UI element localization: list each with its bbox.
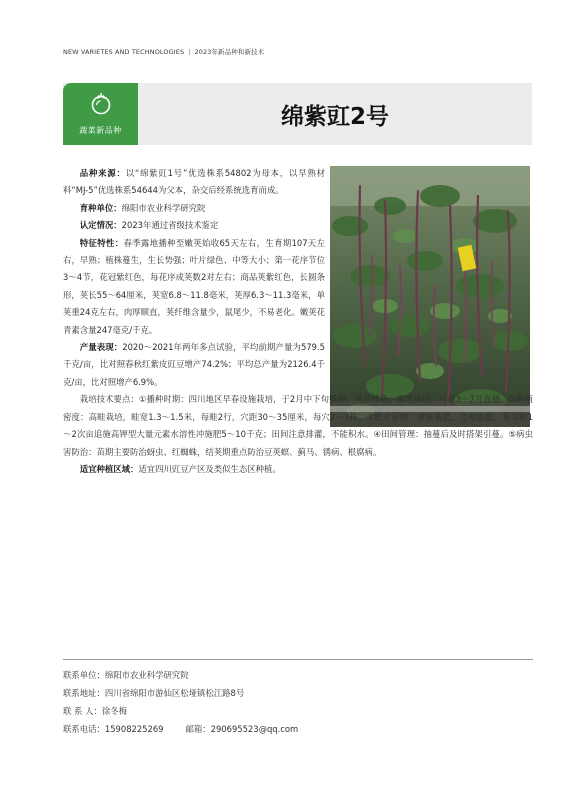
section-yield (63, 339, 325, 391)
contact-person (63, 705, 127, 717)
contact-address-label: 联系地址： (63, 688, 105, 698)
section-traits (63, 235, 325, 339)
header-english: NEW VARIETES AND TECHNOLOGIES (63, 48, 185, 56)
running-header (63, 47, 264, 56)
contact-phone-value: 15908225269 (104, 724, 164, 734)
breeder-label: 育种单位： (79, 202, 122, 213)
contact-person-value: 徐冬梅 (101, 706, 127, 716)
contact-person-label: 联 系 人： (63, 706, 102, 716)
header-separator: | (188, 48, 191, 56)
contact-email-label: 邮箱： (185, 724, 211, 734)
section-certification (63, 217, 325, 234)
contact-unit-value: 绵阳市农业科学研究院 (104, 670, 189, 680)
page-title: 绵紫豇2号 (280, 103, 389, 130)
breeder-text: 绵阳市农业科学研究院 (121, 202, 206, 213)
contact-address-value: 四川省绵阳市游仙区松垭镇松江路8号 (104, 688, 245, 698)
footer-divider (63, 659, 533, 660)
section-cultivation (63, 391, 533, 461)
contact-email-value[interactable]: 290695523@qq.com (210, 724, 299, 734)
badge-label: 蔬菜新品种 (79, 126, 122, 135)
section-origin (63, 165, 325, 200)
yield-text: 2020～2021年两年多点试验，平均前期产量为579.5千克/亩，比对照春秋红紫皮豇豆增产74.2%；平均总产量为2126.4千克/亩，比对照增产6.9%。 (63, 342, 325, 387)
certification-text: 2023年通过省级技术鉴定 (121, 220, 219, 231)
certification-label: 认定情况： (79, 220, 122, 231)
contact-unit-label: 联系单位： (63, 670, 105, 680)
contact-phone-label: 联系电话： (63, 724, 105, 734)
contact-address (63, 687, 244, 699)
variety-description (63, 165, 533, 478)
contact-unit (63, 669, 189, 681)
traits-label: 特征特性： (79, 237, 124, 248)
yield-label: 产量表现： (79, 342, 123, 353)
cultivation-text: 栽培技术要点：①播种时期：四川地区早春设施栽培，于2月中下旬播种，育苗移栽；露地栽培，可在3～7月直播。②种植密度：高畦栽培，畦宽1.3～1.5米，每畦2行，穴距30～35厘米，每穴2～3株。③肥水管理：重施基肥，合理追肥，每采收1～2次亩追施高钾型大量元素水溶性冲施肥5～10千克；田间注意排灌，不能积水。④田间管理：抽蔓后及时搭架引蔓。⑤病虫害防治：苗期主要防治蚜虫、红蜘蛛，结荚期重点防治豆荚螟、蓟马、锈病、根腐病。 (63, 394, 533, 457)
origin-label: 品种来源： (79, 168, 126, 178)
tomato-icon (89, 91, 113, 115)
region-label: 适宜种植区域： (79, 463, 139, 474)
origin-text: 以“绵紫豇1号”优选株系54802为母本，以早熟材料“MJ-5”优选株系54644为父本，杂交后经系统选育而成。 (63, 168, 325, 196)
header-chinese: 2023年新品种和新技术 (194, 48, 265, 56)
contact-phone-email (63, 723, 298, 735)
region-text: 适宜四川豇豆产区及类似生态区种植。 (138, 463, 281, 474)
section-breeder (63, 200, 325, 217)
traits-text: 春季露地播种至嫩荚始收65天左右，生育期107天左右，早熟；植株蔓生，生长势强；叶片绿色、中等大小；第一花序节位3～4节，花冠紫红色，每花序成荚数2对左右；商品荚紫红色，长圆条形，荚长55～64厘米，荚宽6.8～11.8毫米，荚厚6.3～11.3毫米，单荚重24克左右，肉厚顺直，荚纤维含量少，鼠尾少，不易老化。嫩荚花青素含量247毫克/千克。 (63, 237, 326, 335)
category-badge (63, 83, 138, 145)
section-region (63, 461, 533, 478)
